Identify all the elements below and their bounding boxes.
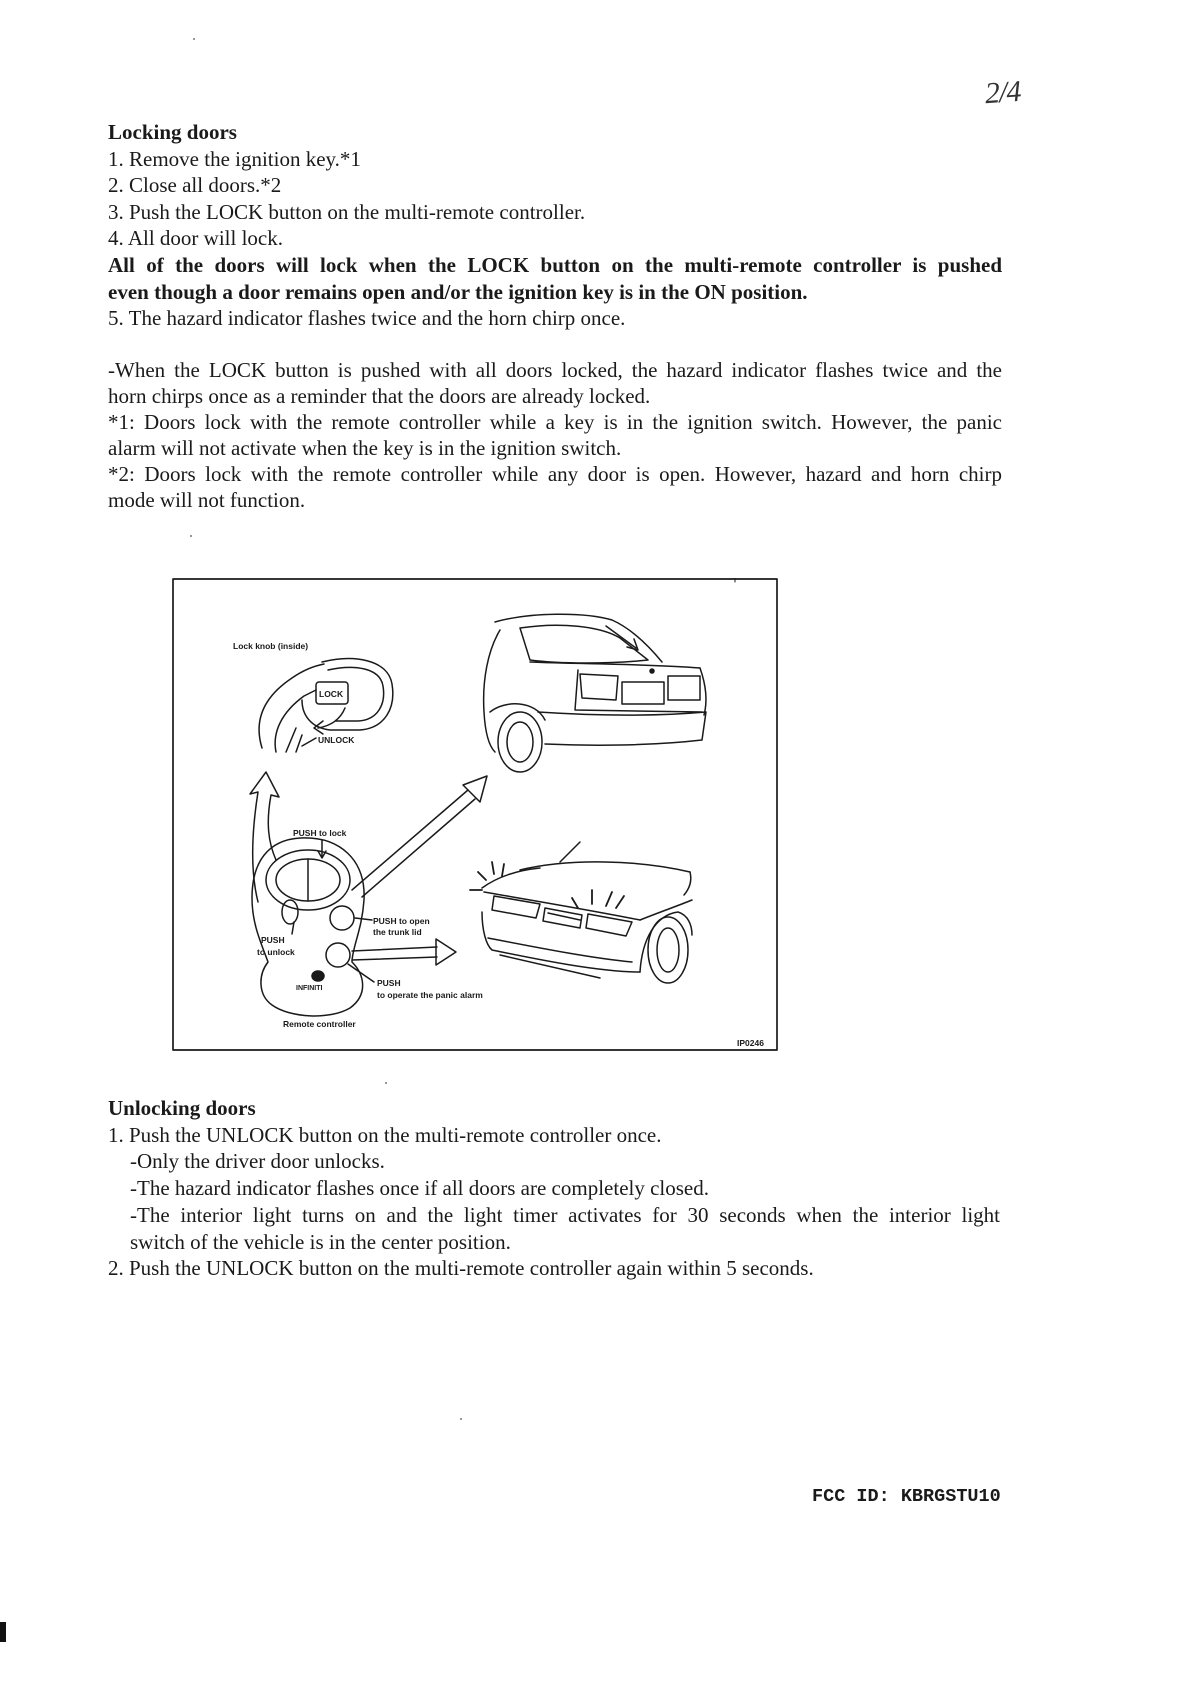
- unlocking-step-2: 2. Push the UNLOCK button on the multi-remote controller again within 5 seconds.: [108, 1256, 814, 1281]
- note-line-1: -When the LOCK button is pushed with all doors locked, the hazard indicator flashes twice and the: [108, 358, 1002, 382]
- note-line-4: alarm will not activate when the key is in the ignition switch.: [108, 436, 622, 460]
- up-arrow-icon: [250, 772, 279, 902]
- front-wheel: [648, 917, 688, 983]
- car-front-illustration: [470, 842, 692, 983]
- locking-step-5: 5. The hazard indicator flashes twice and the horn chirp once.: [108, 306, 626, 331]
- locking-bold-note-line-2: even though a door remains open and/or the ignition key is in the ON position.: [108, 279, 808, 304]
- taillight-left: [580, 674, 618, 700]
- remote-controller-label: Remote controller: [283, 1019, 356, 1029]
- note-line-2: horn chirps once as a reminder that the doors are already locked.: [108, 384, 651, 408]
- front-grille: [543, 908, 582, 928]
- trunk-arrow-icon: [606, 626, 636, 648]
- note-line-6: mode will not function.: [108, 488, 306, 512]
- push-panic-label-line-1: PUSH: [377, 978, 401, 988]
- remote-controller-figure: [172, 578, 779, 1052]
- push-to-unlock-label-line-1: PUSH: [261, 935, 285, 945]
- scan-edge-mark: [0, 1622, 6, 1642]
- scan-speck: [193, 38, 195, 40]
- unlocking-section: [108, 1095, 1002, 1282]
- push-to-open-label-line-1: PUSH to open: [373, 916, 430, 926]
- trunk-button: [330, 906, 354, 930]
- page-number: 2/4: [983, 74, 1022, 111]
- locking-step-2: 2. Close all doors.*2: [108, 173, 282, 198]
- push-panic-label-line-2: to operate the panic alarm: [377, 990, 483, 1000]
- locking-step-3: 3. Push the LOCK button on the multi-remote controller.: [108, 199, 586, 224]
- license-plate: [622, 682, 664, 704]
- push-to-unlock-label-line-2: to unlock: [257, 947, 295, 957]
- rear-bumper: [538, 712, 706, 745]
- unlocking-sub-line-4: switch of the vehicle is in the center position.: [130, 1229, 511, 1254]
- locking-step-4: 4. All door will lock.: [108, 226, 283, 251]
- taillight-right: [668, 676, 700, 700]
- figure-code: IP0246: [737, 1038, 764, 1048]
- unlocking-sub-line-3: -The interior light turns on and the light timer activates for 30 seconds when the interior light: [130, 1202, 1000, 1227]
- lock-label: LOCK: [319, 689, 344, 699]
- note-line-5: *2: Doors lock with the remote controller while any door is open. However, hazard and horn chirp: [108, 462, 1002, 486]
- push-to-open-label-line-2: the trunk lid: [373, 927, 422, 937]
- rear-window: [520, 625, 648, 663]
- unlock-arrow-icon: [318, 708, 345, 728]
- unlocking-sub-line-2: -The hazard indicator flashes once if all doors are completely closed.: [130, 1176, 710, 1201]
- section-heading-unlocking: Unlocking doors: [108, 1096, 256, 1120]
- scan-speck: [460, 1418, 462, 1420]
- car-rear-illustration: [484, 614, 706, 772]
- arrows: [250, 772, 487, 965]
- rear-wheel: [498, 712, 542, 772]
- locking-notes: [108, 357, 1002, 513]
- locking-section: [108, 119, 1002, 332]
- panic-button: [326, 943, 350, 967]
- scan-speck: [385, 1082, 387, 1084]
- brand-logo-icon: [312, 971, 324, 981]
- section-heading-locking: Locking doors: [108, 120, 237, 144]
- note-line-3: *1: Doors lock with the remote controller while a key is in the ignition switch. However, the panic: [108, 410, 1002, 434]
- unlocking-sub-line-1: -Only the driver door unlocks.: [130, 1149, 385, 1174]
- diagonal-arrow-icon: [352, 790, 468, 890]
- locking-bold-note-line-1: All of the doors will lock when the LOCK button on the multi-remote controller is pushed: [108, 252, 1002, 277]
- unlocking-step-1: 1. Push the UNLOCK button on the multi-remote controller once.: [108, 1122, 662, 1147]
- fcc-id: FCC ID: KBRGSTU10: [812, 1486, 1001, 1507]
- locking-step-1: 1. Remove the ignition key.*1: [108, 146, 361, 171]
- headlight-left: [492, 896, 540, 918]
- scan-speck: [190, 535, 192, 537]
- lock-knob-label: Lock knob (inside): [233, 641, 309, 651]
- right-arrow-icon: [352, 947, 437, 951]
- unlock-label: UNLOCK: [318, 735, 355, 745]
- brand-label: INFINITI: [296, 985, 323, 992]
- push-to-lock-label: PUSH to lock: [293, 828, 347, 838]
